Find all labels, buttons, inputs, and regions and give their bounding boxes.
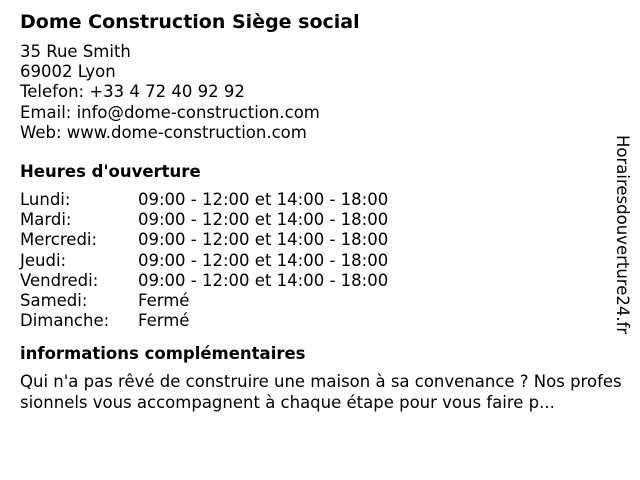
day-hours: 09:00 - 12:00 et 14:00 - 18:00 [138, 250, 389, 270]
info-heading: informations complémentaires [20, 344, 306, 364]
address-web: Web: www.dome-construction.com [20, 122, 307, 142]
business-title: Dome Construction Siège social [20, 11, 360, 33]
day-hours: Fermé [138, 311, 190, 331]
day-label: Samedi: [20, 291, 88, 311]
hours-row-wednesday [20, 230, 610, 250]
day-hours: Fermé [138, 291, 190, 311]
day-label: Jeudi: [20, 250, 67, 270]
hours-row-thursday [20, 251, 610, 271]
info-text: Qui n'a pas rêvé de construire une maison à sa convenance ? Nos professionnels vous accompagnent à chaque étape pour vous faire p... [20, 372, 622, 412]
address-block [20, 42, 610, 143]
day-label: Dimanche: [20, 311, 110, 331]
day-label: Mardi: [20, 210, 72, 230]
hours-table [20, 190, 610, 331]
day-label: Lundi: [20, 190, 71, 210]
hours-row-saturday [20, 291, 610, 311]
hours-heading: Heures d'ouverture [20, 162, 201, 182]
day-label: Vendredi: [20, 270, 99, 290]
address-phone: Telefon: +33 4 72 40 92 92 [20, 82, 245, 102]
hours-row-tuesday [20, 210, 610, 230]
address-email: Email: info@dome-construction.com [20, 102, 320, 122]
hours-row-sunday [20, 311, 610, 331]
day-hours: 09:00 - 12:00 et 14:00 - 18:00 [138, 230, 389, 250]
business-card [20, 10, 622, 413]
hours-row-monday [20, 190, 610, 210]
address-street: 35 Rue Smith [20, 42, 131, 61]
site-watermark: Horairesdouverture24.fr [613, 135, 632, 335]
address-city: 69002 Lyon [20, 62, 116, 82]
day-hours: 09:00 - 12:00 et 14:00 - 18:00 [138, 270, 389, 290]
day-label: Mercredi: [20, 230, 98, 250]
day-hours: 09:00 - 12:00 et 14:00 - 18:00 [138, 190, 389, 210]
day-hours: 09:00 - 12:00 et 14:00 - 18:00 [138, 210, 389, 230]
hours-row-friday [20, 271, 610, 291]
